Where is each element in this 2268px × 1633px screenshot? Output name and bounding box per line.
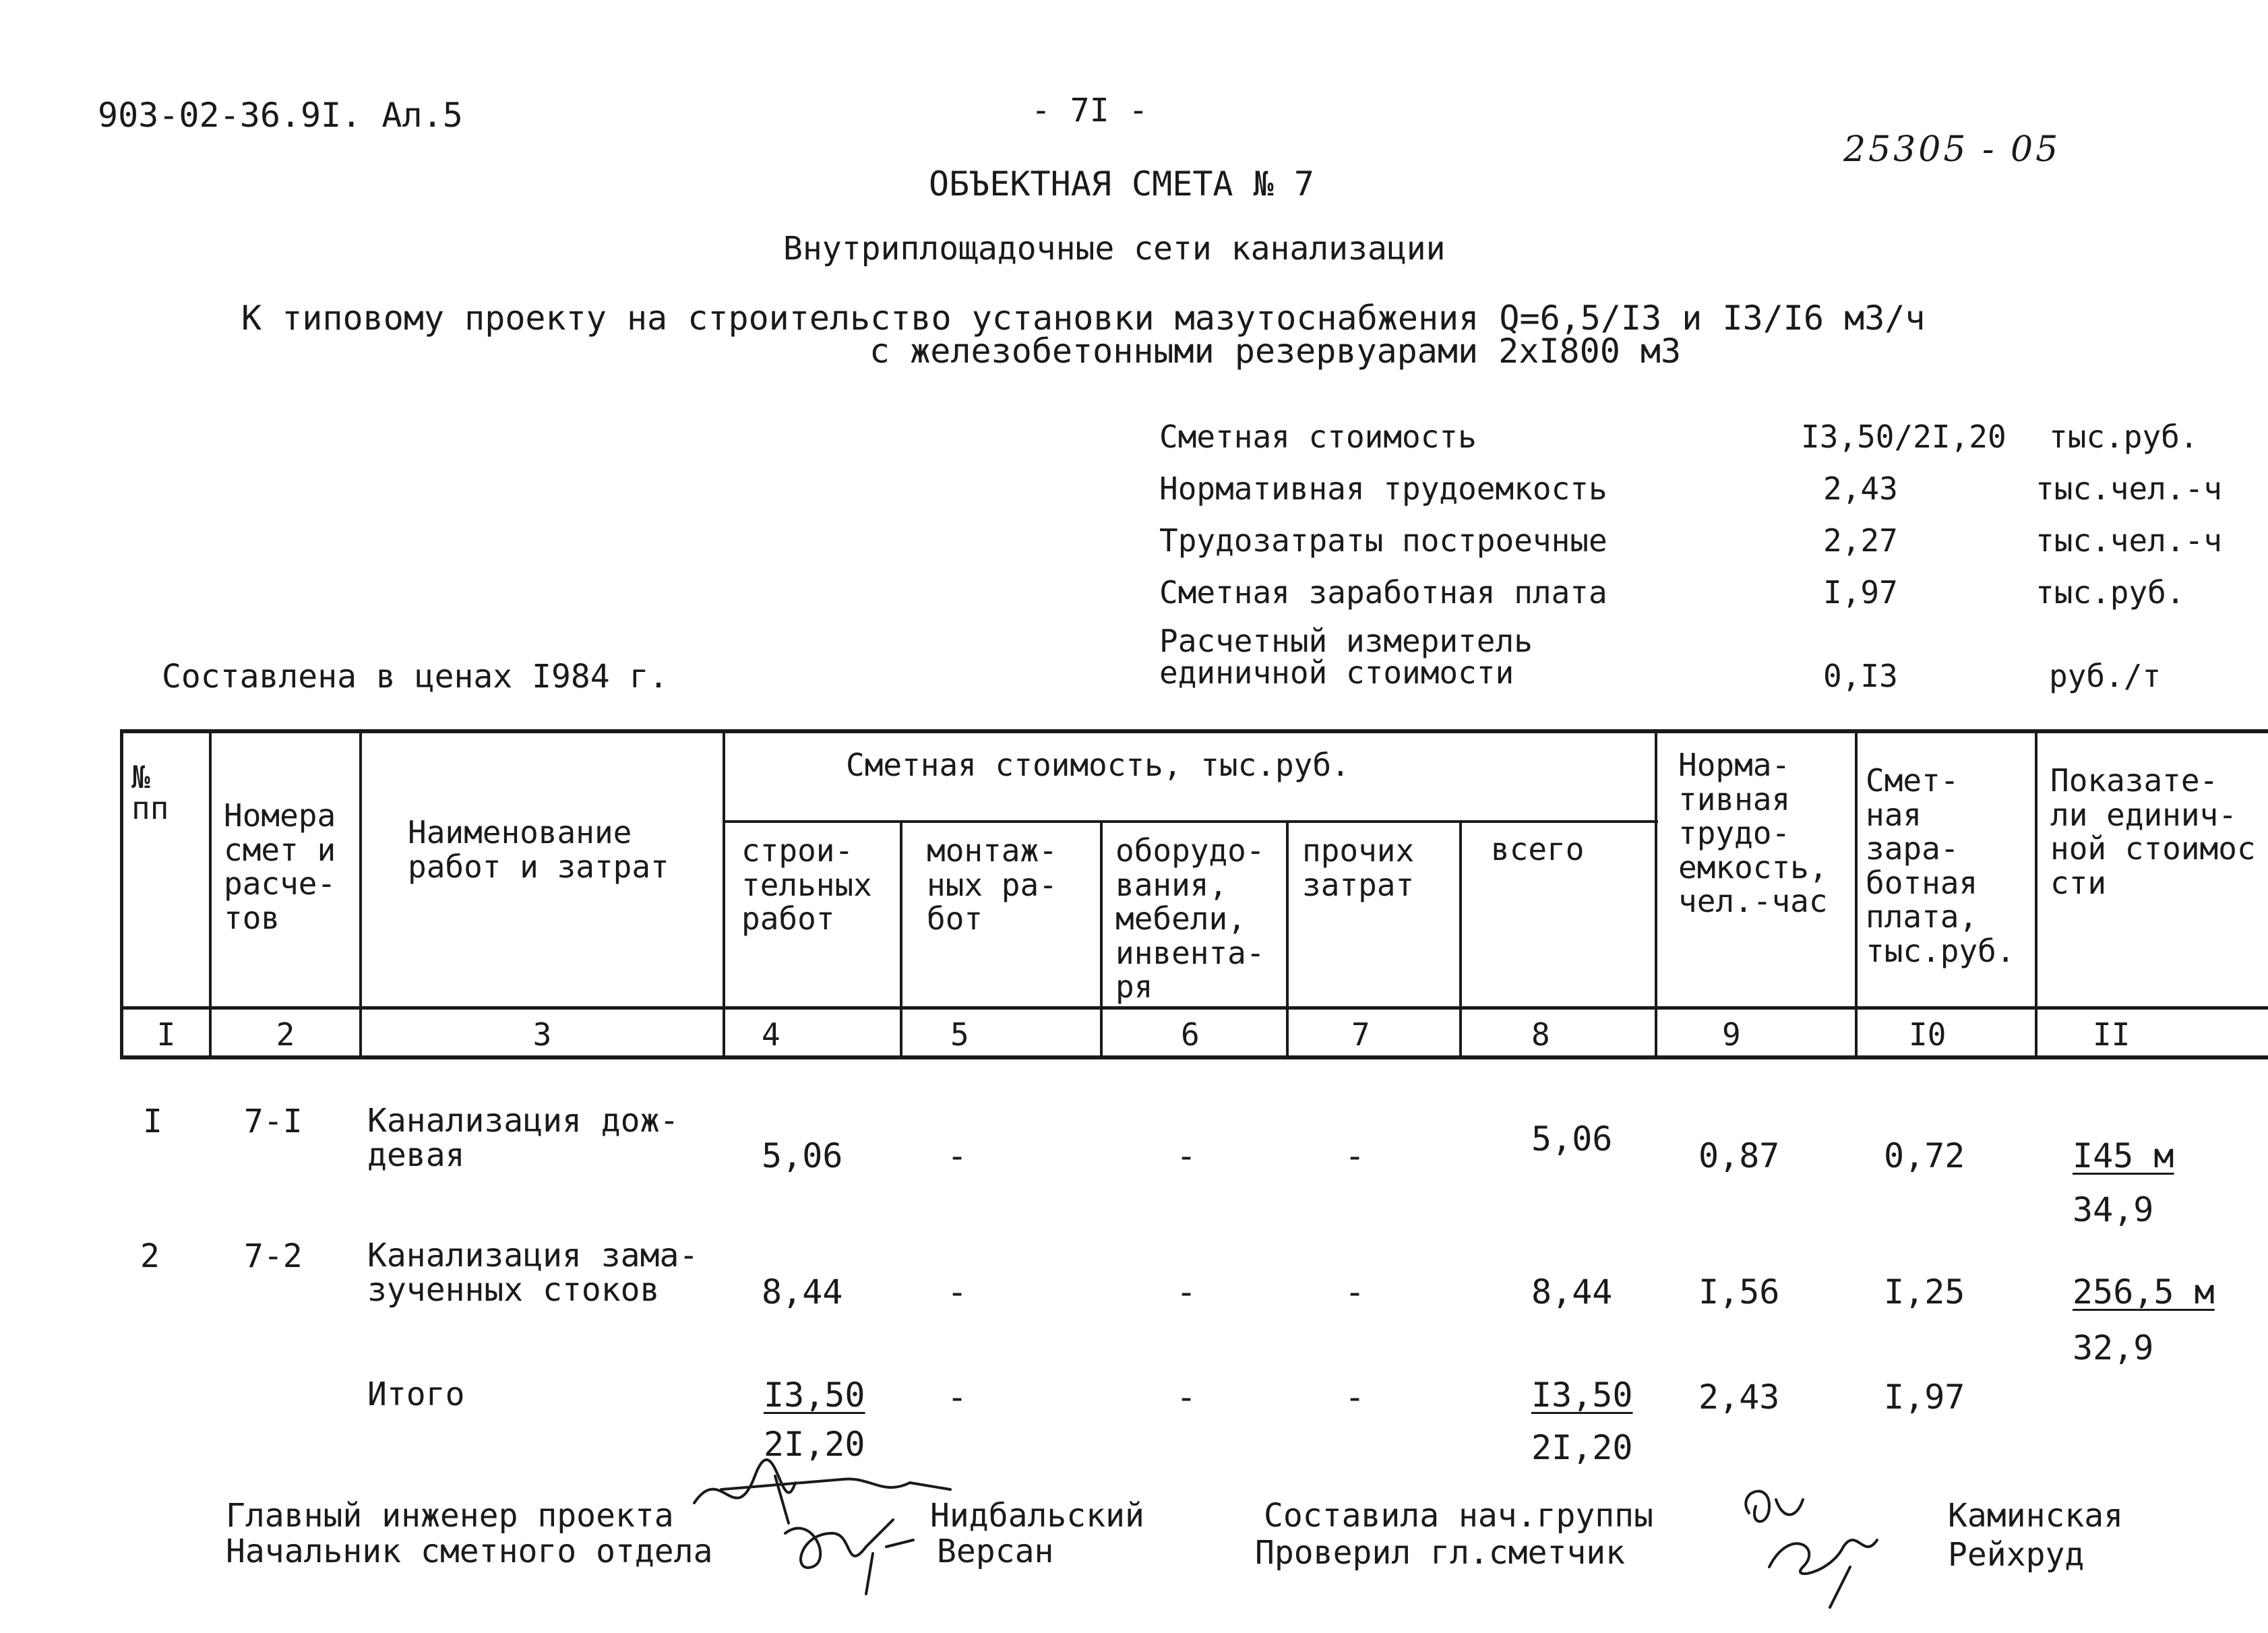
summary-unit-wage: тыс.руб. (2035, 574, 2185, 611)
header-unit-indicators: Показате- ли единич- ной стоимос сти (2050, 762, 2256, 901)
name-compiled-by: Каминская (1948, 1497, 2124, 1535)
numbers-bottom-border (120, 1055, 2268, 1059)
row2-ref: 7-2 (244, 1237, 303, 1275)
header-bottom-border (120, 1006, 2268, 1010)
col-num-4: 4 (762, 1016, 780, 1053)
col-line-0 (120, 729, 123, 1059)
row1-indicator-value: 34,9 (2073, 1190, 2154, 1229)
summary-unit-site-labor: тыс.чел.-ч (2035, 522, 2222, 559)
summary-label-unit-measure: Расчетный измеритель единичной стоимости (1159, 623, 1533, 691)
group-divider (723, 820, 1658, 823)
col-line-7 (1459, 822, 1462, 1059)
total-construction-upper: I3,50 (764, 1376, 865, 1415)
page-number: - 7I - (1031, 92, 1148, 129)
row2-labor: I,56 (1698, 1272, 1780, 1312)
signature-compiled-by-icon (1729, 1473, 1904, 1614)
role-compiled-by: Составила нач.группы (1264, 1497, 1653, 1535)
row1-equipment: - (1176, 1136, 1197, 1175)
row1-ref: 7-I (244, 1103, 303, 1140)
header-equipment: оборудо- вания, мебели, инвента- ря (1115, 832, 1265, 1006)
summary-unit-labor: тыс.чел.-ч (2035, 470, 2222, 507)
col-num-3: 3 (532, 1016, 552, 1053)
prices-note: Составлена в ценах I984 г. (162, 658, 669, 696)
handwritten-number: 25305 - 05 (1843, 129, 2061, 170)
table-top-border (120, 729, 2268, 733)
col-line-10 (2035, 729, 2037, 1059)
row2-indicator-value: 32,9 (2073, 1328, 2154, 1367)
total-sum-lower: 2I,20 (1531, 1428, 1633, 1467)
summary-unit-cost: тыс.руб. (2049, 419, 2199, 455)
row2-installation: - (947, 1272, 968, 1312)
col-num-9: 9 (1722, 1016, 1741, 1053)
role-estimate-head: Начальник сметного отдела (226, 1533, 713, 1570)
header-total: всего (1491, 831, 1585, 867)
summary-label-cost: Сметная стоимость (1159, 419, 1477, 455)
summary-value-unit-measure: 0,I3 (1823, 658, 1898, 694)
summary-value-site-labor: 2,27 (1823, 522, 1898, 559)
header-wage: Смет- ная зара- ботная плата, тыс.руб. (1866, 762, 2015, 969)
signature-estimate-head-icon (772, 1506, 927, 1601)
row1-name: Канализация дож- девая (367, 1102, 679, 1174)
total-label: Итого (367, 1376, 465, 1413)
row2-name: Канализация зама- зученных стоков (367, 1237, 699, 1309)
total-construction-lower: 2I,20 (764, 1425, 865, 1464)
estimate-title: ОБЪЕКТНАЯ СМЕТА № 7 (929, 164, 1314, 204)
role-chief-engineer: Главный инженер проекта (226, 1497, 674, 1535)
total-wage: I,97 (1884, 1378, 1965, 1417)
col-line-8 (1655, 729, 1657, 1059)
row2-indicator-length: 256,5 м (2073, 1272, 2215, 1312)
role-checked-by: Проверил гл.сметчик (1255, 1534, 1626, 1572)
col-line-6 (1286, 822, 1289, 1059)
col-num-7: 7 (1351, 1016, 1370, 1053)
col-num-2: 2 (276, 1016, 295, 1053)
summary-value-cost: I3,50/2I,20 (1801, 419, 2006, 455)
summary-unit-unit-measure: руб./т (2049, 658, 2162, 694)
row2-wage: I,25 (1884, 1272, 1965, 1312)
total-installation: - (947, 1378, 968, 1417)
total-labor: 2,43 (1698, 1378, 1780, 1417)
col-num-10: I0 (1909, 1016, 1947, 1053)
summary-value-wage: I,97 (1823, 574, 1898, 611)
row2-equipment: - (1176, 1272, 1197, 1312)
name-checked-by: Рейхруд (1948, 1536, 2085, 1574)
header-estimate-numbers: Номера смет и расче- тов (224, 797, 336, 936)
row1-total: 5,06 (1531, 1119, 1613, 1159)
summary-label-wage: Сметная заработная плата (1159, 574, 1607, 611)
col-line-2 (359, 729, 362, 1059)
total-other: - (1345, 1378, 1366, 1417)
col-line-5 (1100, 822, 1103, 1059)
document-code: 903-02-36.9I. Ал.5 (98, 96, 463, 135)
header-row-number: № пп (131, 759, 169, 826)
row2-other: - (1345, 1272, 1366, 1312)
project-line-1: К типовому проекту на строительство установки мазутоснабжения Q=6,5/I3 и I3/I6 м3/ч (241, 299, 1926, 338)
project-line-2: с железобетонными резервуарами 2хI800 м3 (869, 332, 1682, 371)
row1-wage: 0,72 (1884, 1136, 1965, 1175)
col-line-1 (209, 729, 212, 1059)
header-construction: строи- тельных работ (741, 832, 872, 937)
col-line-4 (900, 822, 902, 1059)
header-other: прочих затрат (1302, 832, 1415, 903)
total-equipment: - (1176, 1378, 1197, 1417)
header-norm-labor: Норма- тивная трудо- емкость, чел.-час (1678, 747, 1828, 920)
row1-indicator-length: I45 м (2073, 1136, 2174, 1175)
col-num-6: 6 (1181, 1016, 1200, 1053)
row2-construction: 8,44 (762, 1272, 843, 1312)
row1-other: - (1345, 1136, 1366, 1175)
estimate-subtitle: Внутриплощадочные сети канализации (783, 230, 1446, 268)
row1-installation: - (947, 1136, 968, 1175)
header-installation: монтаж- ных ра- бот (927, 832, 1058, 937)
name-chief-engineer: Нидбальский (930, 1497, 1144, 1535)
total-sum-upper: I3,50 (1531, 1376, 1633, 1415)
row2-number: 2 (140, 1237, 160, 1275)
header-cost-group: Сметная стоимость, тыс.руб. (846, 747, 1350, 783)
col-line-9 (1855, 729, 1858, 1059)
row1-labor: 0,87 (1698, 1136, 1780, 1175)
header-work-name: Наименование работ и затрат (408, 814, 669, 885)
name-estimate-head: Версан (937, 1533, 1054, 1570)
summary-label-site-labor: Трудозатраты построечные (1159, 522, 1607, 559)
col-line-3 (723, 729, 725, 1059)
row2-total: 8,44 (1531, 1272, 1613, 1312)
row1-construction: 5,06 (762, 1136, 843, 1175)
summary-label-labor: Нормативная трудоемкость (1159, 470, 1607, 507)
col-num-8: 8 (1531, 1016, 1550, 1053)
summary-value-labor: 2,43 (1823, 470, 1898, 507)
col-num-11: II (2093, 1016, 2131, 1053)
col-num-1: I (156, 1016, 176, 1053)
row1-number: I (143, 1103, 162, 1140)
col-num-5: 5 (950, 1016, 969, 1053)
